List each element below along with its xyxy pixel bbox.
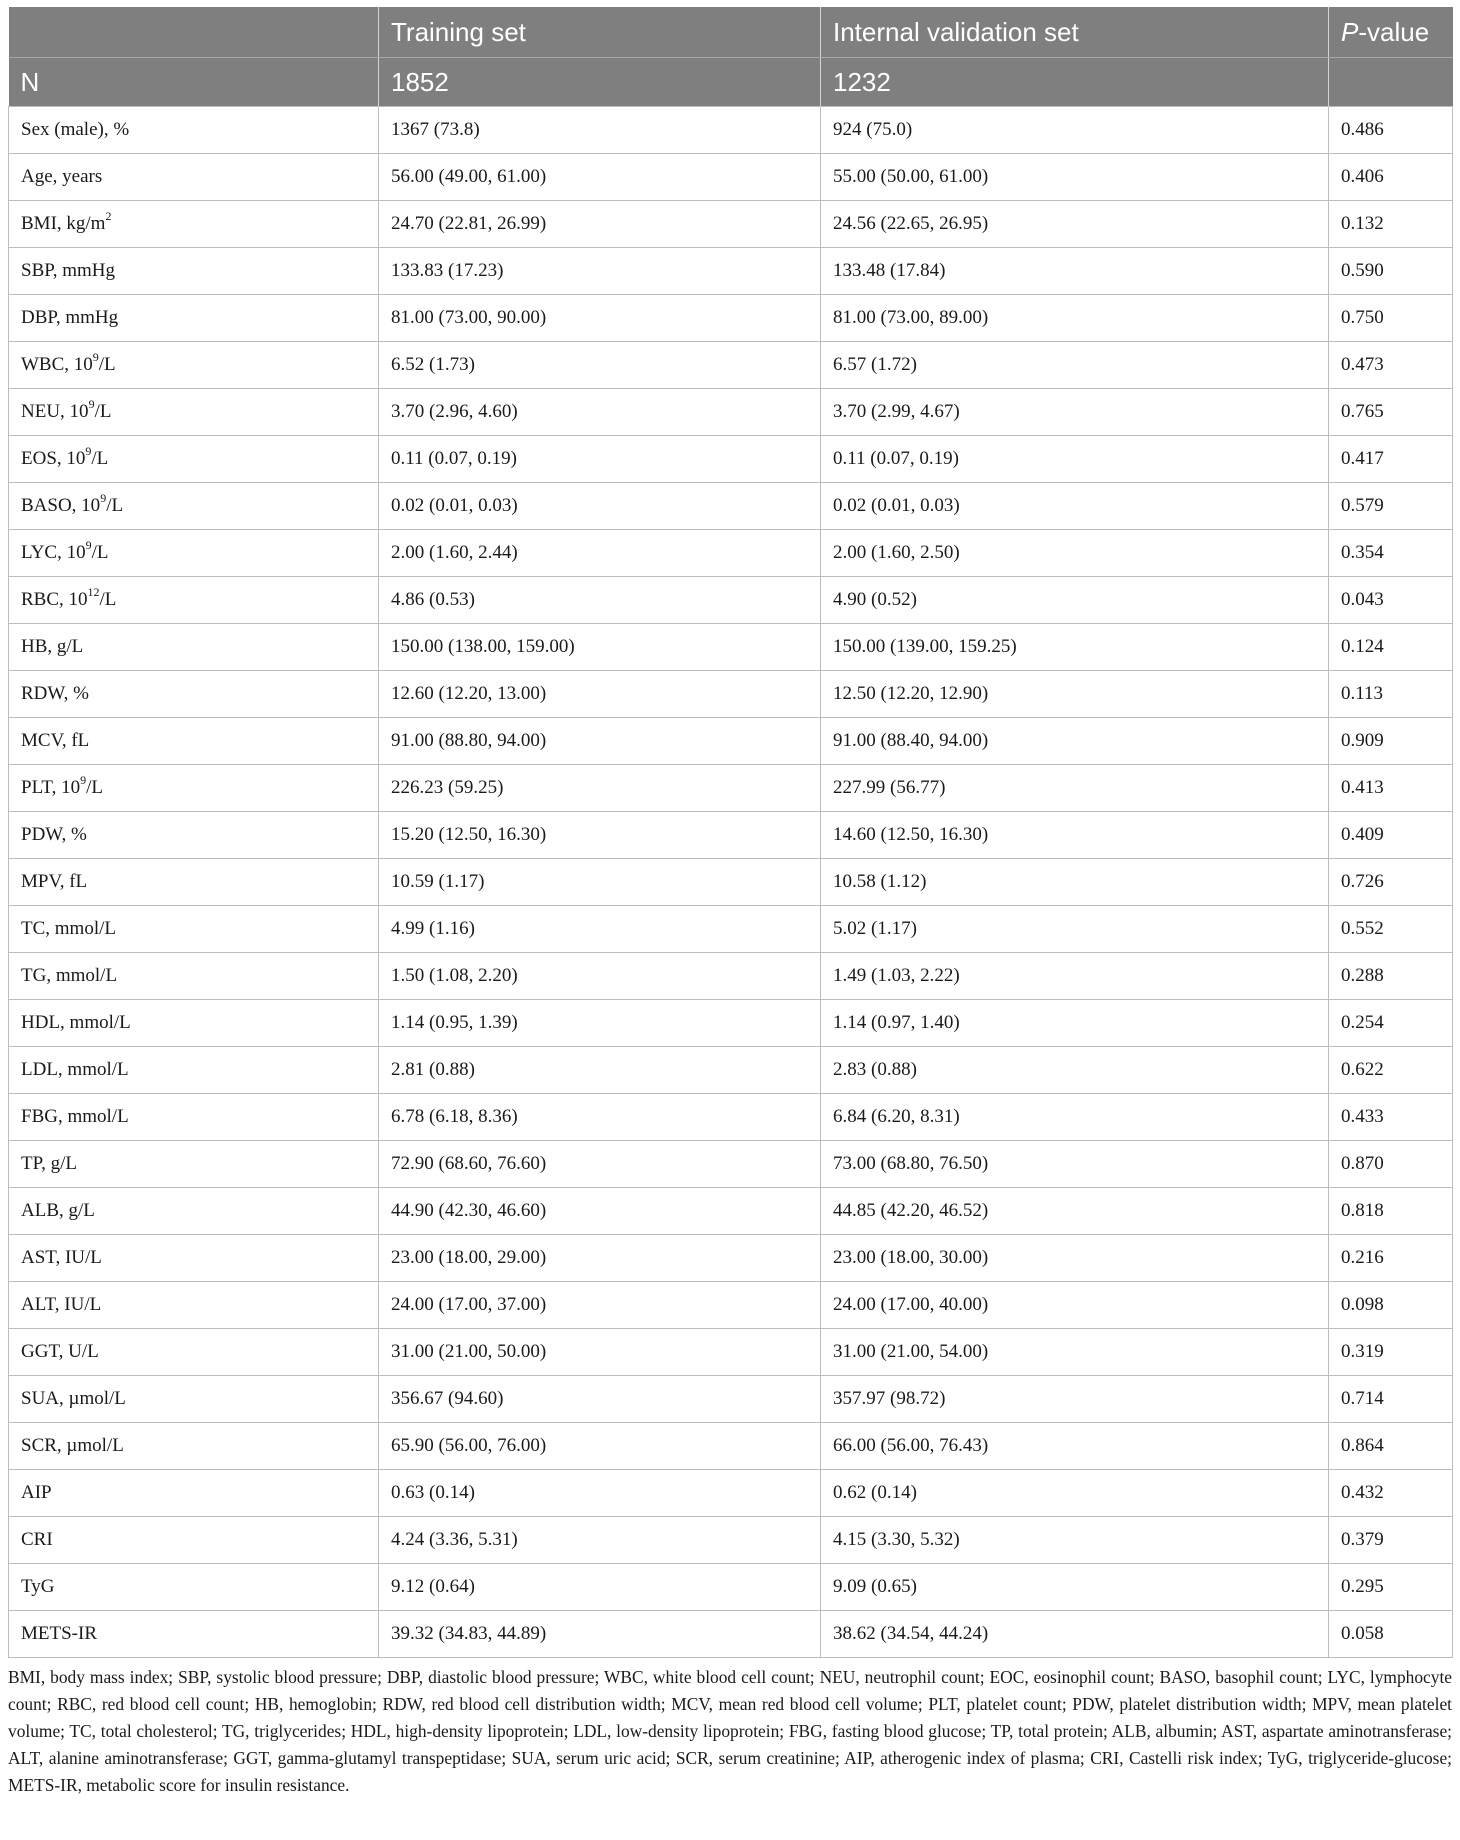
validation-value: 14.60 (12.50, 16.30) [821,812,1329,859]
table-row [9,342,1453,389]
row-label-text: PLT, 10 [21,777,81,798]
training-value: 31.00 (21.00, 50.00) [379,1329,821,1376]
row-label-text: LYC, 10 [21,542,86,563]
p-value: 0.552 [1329,906,1453,953]
row-label-text: GGT, U/L [21,1341,99,1362]
row-label-text: Age, years [21,166,103,187]
p-value: 0.486 [1329,107,1453,154]
row-label [9,1423,379,1470]
validation-value: 6.84 (6.20, 8.31) [821,1094,1329,1141]
training-value: 6.52 (1.73) [379,342,821,389]
row-label [9,1470,379,1517]
row-label-superscript: 9 [85,537,92,552]
table-row [9,765,1453,812]
n-p [1329,58,1453,107]
row-label-text: ALT, IU/L [21,1294,102,1315]
table-footnote: BMI, body mass index; SBP, systolic blood pressure; DBP, diastolic blood pressure; WBC, white blood cell count; NEU, neutrophil count; EOC, eosinophil count; BASO, basophil count; LYC, lymphocyte count; RBC, red blood cell count; HB, hemoglobin; RDW, red blood cell distribution width; MCV, mean red blood cell volume; PLT, platelet count; PDW, platelet distribution width; MPV, mean platelet volume; TC, total cholesterol; TG, triglycerides; HDL, high-density lipoprotein; LDL, low-density lipoprotein; FBG, fasting blood glucose; TP, total protein; ALB, albumin; AST, aspartate aminotransferase; ALT, alanine aminotransferase; GGT, gamma-glutamyl transpeptidase; SUA, serum uric acid; SCR, serum creatinine; AIP, atherogenic index of plasma; CRI, Castelli risk index; TyG, triglyceride-glucose; METS-IR, metabolic score for insulin resistance. [8,1667,1452,1795]
table-row [9,1047,1453,1094]
table-row [9,1470,1453,1517]
training-value: 226.23 (59.25) [379,765,821,812]
row-label-text: RBC, 10 [21,589,88,610]
training-value: 4.99 (1.16) [379,906,821,953]
training-value: 91.00 (88.80, 94.00) [379,718,821,765]
table-row [9,1517,1453,1564]
training-value: 39.32 (34.83, 44.89) [379,1611,821,1658]
validation-value: 44.85 (42.20, 46.52) [821,1188,1329,1235]
training-value: 2.00 (1.60, 2.44) [379,530,821,577]
row-label-text: DBP, mmHg [21,307,119,328]
table-row [9,906,1453,953]
training-value: 4.86 (0.53) [379,577,821,624]
validation-value: 4.90 (0.52) [821,577,1329,624]
table-row [9,389,1453,436]
row-label [9,154,379,201]
table-row [9,953,1453,1000]
header-training-set: Training set [379,7,821,58]
validation-value: 924 (75.0) [821,107,1329,154]
row-label-text: ALB, g/L [21,1200,95,1221]
training-value: 12.60 (12.20, 13.00) [379,671,821,718]
row-label [9,1141,379,1188]
p-value: 0.409 [1329,812,1453,859]
p-value: 0.413 [1329,765,1453,812]
training-value: 10.59 (1.17) [379,859,821,906]
table-row [9,483,1453,530]
p-value: 0.295 [1329,1564,1453,1611]
training-value: 0.11 (0.07, 0.19) [379,436,821,483]
table-row [9,1235,1453,1282]
validation-value: 55.00 (50.00, 61.00) [821,154,1329,201]
header-validation-set: Internal validation set [821,7,1329,58]
row-label-text: CRI [21,1529,53,1550]
training-value: 65.90 (56.00, 76.00) [379,1423,821,1470]
table-row [9,201,1453,248]
training-value: 56.00 (49.00, 61.00) [379,154,821,201]
row-label-superscript: 9 [100,490,107,505]
row-label [9,812,379,859]
row-label-suffix: /L [98,354,116,375]
p-value: 0.417 [1329,436,1453,483]
table-body [9,107,1453,1658]
header-variable [9,7,379,58]
row-label [9,248,379,295]
row-label-suffix: /L [94,401,112,422]
table-row [9,1376,1453,1423]
table-row [9,812,1453,859]
validation-value: 31.00 (21.00, 54.00) [821,1329,1329,1376]
row-label-text: BASO, 10 [21,495,101,516]
table-row [9,1423,1453,1470]
row-label [9,1094,379,1141]
p-value: 0.113 [1329,671,1453,718]
p-value: 0.818 [1329,1188,1453,1235]
table-row [9,1611,1453,1658]
validation-value: 150.00 (139.00, 159.25) [821,624,1329,671]
table-row [9,577,1453,624]
row-label-superscript: 9 [85,443,92,458]
row-label [9,624,379,671]
validation-value: 23.00 (18.00, 30.00) [821,1235,1329,1282]
row-label [9,201,379,248]
p-value: 0.043 [1329,577,1453,624]
validation-value: 5.02 (1.17) [821,906,1329,953]
table-row [9,1282,1453,1329]
n-training: 1852 [379,58,821,107]
header-p-value [1329,7,1453,58]
table-row [9,248,1453,295]
row-label [9,342,379,389]
row-label-text: EOS, 10 [21,448,86,469]
row-label [9,718,379,765]
p-value: 0.765 [1329,389,1453,436]
table-row [9,530,1453,577]
n-validation: 1232 [821,58,1329,107]
row-label [9,859,379,906]
validation-value: 0.11 (0.07, 0.19) [821,436,1329,483]
training-value: 2.81 (0.88) [379,1047,821,1094]
table-row [9,1000,1453,1047]
validation-value: 24.00 (17.00, 40.00) [821,1282,1329,1329]
table-row [9,107,1453,154]
table-header [9,7,1453,107]
table-row [9,718,1453,765]
row-label-text: TyG [21,1576,55,1597]
training-value: 150.00 (138.00, 159.00) [379,624,821,671]
row-label [9,577,379,624]
table-row [9,295,1453,342]
row-label-text: PDW, % [21,824,87,845]
training-value: 15.20 (12.50, 16.30) [379,812,821,859]
p-value: 0.473 [1329,342,1453,389]
row-label [9,1611,379,1658]
row-label-text: TG, mmol/L [21,965,118,986]
row-label-suffix: /L [86,777,104,798]
row-label [9,1517,379,1564]
row-label-superscript: 9 [80,772,87,787]
training-value: 1.50 (1.08, 2.20) [379,953,821,1000]
table-row [9,1094,1453,1141]
p-value: 0.354 [1329,530,1453,577]
row-label-text: RDW, % [21,683,89,704]
training-value: 24.70 (22.81, 26.99) [379,201,821,248]
training-value: 0.63 (0.14) [379,1470,821,1517]
p-value: 0.726 [1329,859,1453,906]
p-value: 0.433 [1329,1094,1453,1141]
p-value: 0.590 [1329,248,1453,295]
row-label [9,389,379,436]
row-label [9,1000,379,1047]
row-label [9,483,379,530]
table-row [9,1188,1453,1235]
row-label [9,1235,379,1282]
training-value: 81.00 (73.00, 90.00) [379,295,821,342]
row-label-text: TP, g/L [21,1153,77,1174]
table-row [9,1564,1453,1611]
training-value: 356.67 (94.60) [379,1376,821,1423]
training-value: 72.90 (68.60, 76.60) [379,1141,821,1188]
validation-value: 2.83 (0.88) [821,1047,1329,1094]
p-value: 0.750 [1329,295,1453,342]
table-row [9,624,1453,671]
p-value: 0.622 [1329,1047,1453,1094]
row-label-superscript: 9 [92,349,99,364]
validation-value: 3.70 (2.99, 4.67) [821,389,1329,436]
row-label-text: HDL, mmol/L [21,1012,131,1033]
training-value: 1.14 (0.95, 1.39) [379,1000,821,1047]
p-value: 0.864 [1329,1423,1453,1470]
row-label-text: AIP [21,1482,52,1503]
row-label [9,530,379,577]
validation-value: 227.99 (56.77) [821,765,1329,812]
row-label [9,671,379,718]
row-label-superscript: 9 [88,396,95,411]
p-value: 0.579 [1329,483,1453,530]
row-label-suffix: /L [99,589,117,610]
p-value: 0.058 [1329,1611,1453,1658]
p-value: 0.432 [1329,1470,1453,1517]
table-row [9,1141,1453,1188]
row-label [9,1282,379,1329]
header-p-italic: P [1341,16,1359,47]
p-value: 0.098 [1329,1282,1453,1329]
training-value: 9.12 (0.64) [379,1564,821,1611]
validation-value: 1.14 (0.97, 1.40) [821,1000,1329,1047]
validation-value: 73.00 (68.80, 76.50) [821,1141,1329,1188]
p-value: 0.216 [1329,1235,1453,1282]
p-value: 0.406 [1329,154,1453,201]
row-label-text: NEU, 10 [21,401,89,422]
row-label [9,107,379,154]
row-label [9,295,379,342]
validation-value: 6.57 (1.72) [821,342,1329,389]
row-label [9,1329,379,1376]
table-row [9,154,1453,201]
p-value: 0.909 [1329,718,1453,765]
training-value: 23.00 (18.00, 29.00) [379,1235,821,1282]
row-label-text: Sex (male), % [21,119,130,140]
row-label-suffix: /L [91,542,109,563]
row-label [9,436,379,483]
training-value: 6.78 (6.18, 8.36) [379,1094,821,1141]
training-value: 1367 (73.8) [379,107,821,154]
training-value: 133.83 (17.23) [379,248,821,295]
table-row [9,859,1453,906]
validation-value: 133.48 (17.84) [821,248,1329,295]
validation-value: 66.00 (56.00, 76.43) [821,1423,1329,1470]
row-label-text: MCV, fL [21,730,90,751]
row-label [9,1564,379,1611]
p-value: 0.319 [1329,1329,1453,1376]
training-value: 24.00 (17.00, 37.00) [379,1282,821,1329]
table-document [8,7,1452,1799]
validation-value: 81.00 (73.00, 89.00) [821,295,1329,342]
row-label [9,1376,379,1423]
p-value: 0.379 [1329,1517,1453,1564]
row-label-text: HB, g/L [21,636,84,657]
validation-value: 4.15 (3.30, 5.32) [821,1517,1329,1564]
row-label-text: SCR, µmol/L [21,1435,124,1456]
row-label-text: WBC, 10 [21,354,93,375]
validation-value: 0.02 (0.01, 0.03) [821,483,1329,530]
row-label-text: TC, mmol/L [21,918,116,939]
validation-value: 2.00 (1.60, 2.50) [821,530,1329,577]
validation-value: 357.97 (98.72) [821,1376,1329,1423]
row-label-text: BMI, kg/m [21,213,106,234]
n-label: N [9,58,379,107]
validation-value: 10.58 (1.12) [821,859,1329,906]
validation-value: 91.00 (88.40, 94.00) [821,718,1329,765]
p-value: 0.124 [1329,624,1453,671]
header-p-rest: -value [1358,16,1430,47]
header-row [9,7,1453,58]
row-label-text: AST, IU/L [21,1247,102,1268]
row-label-text: MPV, fL [21,871,88,892]
validation-value: 38.62 (34.54, 44.24) [821,1611,1329,1658]
row-label [9,906,379,953]
row-label-text: FBG, mmol/L [21,1106,129,1127]
p-value: 0.288 [1329,953,1453,1000]
row-label-text: METS-IR [21,1623,97,1644]
training-value: 3.70 (2.96, 4.60) [379,389,821,436]
row-label [9,953,379,1000]
validation-value: 9.09 (0.65) [821,1564,1329,1611]
validation-value: 1.49 (1.03, 2.22) [821,953,1329,1000]
row-label [9,1188,379,1235]
table-row [9,671,1453,718]
validation-value: 0.62 (0.14) [821,1470,1329,1517]
training-value: 4.24 (3.36, 5.31) [379,1517,821,1564]
training-value: 0.02 (0.01, 0.03) [379,483,821,530]
row-label-superscript: 12 [87,584,100,599]
row-label-text: LDL, mmol/L [21,1059,129,1080]
row-label [9,1047,379,1094]
p-value: 0.254 [1329,1000,1453,1047]
row-label-text: SBP, mmHg [21,260,115,281]
row-label-superscript: 2 [105,208,112,223]
row-label-suffix: /L [106,495,124,516]
validation-value: 24.56 (22.65, 26.95) [821,201,1329,248]
row-label-text: SUA, µmol/L [21,1388,126,1409]
table-row [9,1329,1453,1376]
p-value: 0.714 [1329,1376,1453,1423]
row-label-suffix: /L [91,448,109,469]
p-value: 0.132 [1329,201,1453,248]
validation-value: 12.50 (12.20, 12.90) [821,671,1329,718]
n-row [9,58,1453,107]
comparison-table [8,7,1453,1658]
p-value: 0.870 [1329,1141,1453,1188]
training-value: 44.90 (42.30, 46.60) [379,1188,821,1235]
table-row [9,436,1453,483]
row-label [9,765,379,812]
